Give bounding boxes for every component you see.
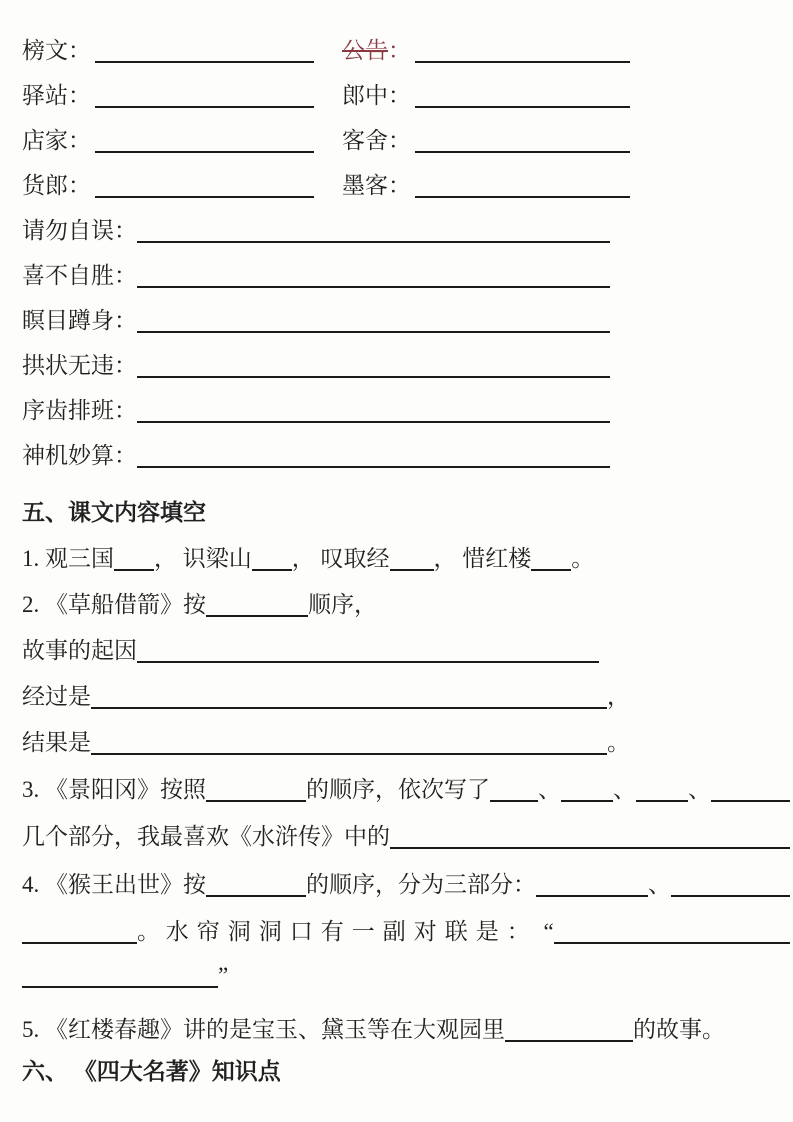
- text-segment: 几个部分，我最喜欢《水浒传》中的: [22, 823, 390, 849]
- fill-in-blank: [490, 797, 538, 802]
- idiom-row: [0, 288, 610, 333]
- vocab-row: [0, 153, 680, 198]
- fill-in-blank: [554, 939, 790, 944]
- fill-in-blank: [536, 892, 648, 897]
- fill-in-blank: [22, 983, 218, 988]
- text-segment: 的顺序，分为三部分：: [306, 871, 536, 897]
- vocab-term: 墨客: [342, 172, 388, 198]
- text-segment: 。: [571, 545, 595, 571]
- vocab-entry: [342, 129, 630, 153]
- question-line-4: [0, 849, 790, 897]
- text-segment: 、: [538, 776, 561, 802]
- fill-in-blank: [531, 566, 571, 571]
- vocab-entry: [342, 39, 630, 63]
- fill-in-blank: [95, 148, 314, 153]
- fill-in-blank: [95, 193, 314, 198]
- text-segment: 5. 《红楼春趣》讲的是宝玉、黛玉等在大观园里: [22, 1016, 505, 1042]
- vocab-entry: [22, 84, 314, 108]
- text-segment: ， 识梁山: [154, 545, 252, 571]
- vocab-term: 店家: [22, 127, 68, 153]
- vocab-row: [0, 108, 680, 153]
- text-segment: 的故事。: [633, 1016, 725, 1042]
- text-segment: ， 叹取经: [291, 545, 390, 571]
- text-segment: 、: [688, 776, 711, 802]
- vocab-entry: [22, 39, 314, 63]
- fill-in-blank: [711, 797, 790, 802]
- text-segment: 顺序，: [308, 591, 377, 617]
- idiom-term: 拱状无违：: [22, 352, 137, 378]
- fill-in-blank: [415, 103, 630, 108]
- text-segment: ，: [607, 683, 630, 709]
- text-segment: 结果是: [22, 729, 91, 755]
- fill-in-blank: [505, 1037, 633, 1042]
- vocab-term: 驿站: [22, 82, 68, 108]
- idiom-term: 请勿自误：: [22, 217, 137, 243]
- text-segment: 、: [613, 776, 636, 802]
- vocab-term: 榜文: [22, 37, 68, 63]
- text-segment: 4. 《猴王出世》按: [22, 871, 206, 897]
- vocab-entry: [342, 174, 630, 198]
- idiom-term: 序齿排班：: [22, 397, 137, 423]
- question-2-result-line: [0, 709, 790, 755]
- question-line-5: [0, 988, 790, 1042]
- fill-in-blank: [252, 566, 292, 571]
- question-4-couplet-end-line: [0, 944, 790, 988]
- text-segment: 的顺序，依次写了: [306, 776, 490, 802]
- text-segment: 3. 《景阳冈》按照: [22, 776, 206, 802]
- idiom-fill-section: [0, 198, 793, 468]
- vocab-term: 货郎: [22, 172, 68, 198]
- fill-in-blank: [415, 58, 630, 63]
- fill-in-blank: [137, 373, 610, 378]
- fill-in-blank: [415, 148, 630, 153]
- colon: ：: [68, 127, 91, 153]
- text-segment: 。: [607, 729, 630, 755]
- text-segment: 故事的起因: [22, 637, 137, 663]
- text-segment: 、: [648, 871, 671, 897]
- colon: ：: [388, 172, 411, 198]
- vocab-term: 郎中: [342, 82, 388, 108]
- vocab-entry: [22, 129, 314, 153]
- text-segment: 。: [137, 918, 166, 944]
- fill-in-blank: [137, 238, 610, 243]
- fill-in-blank: [206, 892, 306, 897]
- idiom-term: 神机妙算：: [22, 442, 137, 468]
- colon: ：: [68, 37, 91, 63]
- fill-in-blank: [95, 103, 314, 108]
- fill-in-blank: [114, 566, 154, 571]
- fill-in-blank: [137, 658, 599, 663]
- vocab-row: [0, 18, 680, 63]
- idiom-row: [0, 243, 610, 288]
- question-4-couplet-line: [0, 897, 790, 944]
- fill-in-blank: [91, 704, 607, 709]
- text-segment: 经过是: [22, 683, 91, 709]
- section-six-title: 六、 《四大名著》知识点: [22, 1058, 281, 1084]
- section-six-heading: [0, 1042, 790, 1084]
- text-segment: “: [537, 918, 554, 944]
- colon: ：: [388, 82, 411, 108]
- fill-in-blank: [636, 797, 688, 802]
- question-3-continuation-line: [0, 802, 790, 849]
- text-segment: 1. 观三国: [22, 545, 114, 571]
- section-five: [0, 480, 793, 1042]
- question-line-1: [0, 525, 790, 571]
- fill-in-blank: [137, 283, 610, 288]
- fill-in-blank: [671, 892, 790, 897]
- section-five-heading: [0, 480, 790, 525]
- fill-in-blank: [137, 463, 610, 468]
- vocabulary-fill-section: [0, 18, 793, 198]
- colon: ：: [388, 37, 411, 63]
- idiom-row: [0, 378, 610, 423]
- idiom-term: 瞑目蹲身：: [22, 307, 137, 333]
- fill-in-blank: [206, 797, 306, 802]
- fill-in-blank: [137, 328, 610, 333]
- vocab-row: [0, 63, 680, 108]
- question-2-cause-line: [0, 617, 790, 663]
- fill-in-blank: [206, 612, 308, 617]
- colon: ：: [68, 172, 91, 198]
- text-segment: ， 惜红楼: [433, 545, 532, 571]
- vocab-entry: [342, 84, 630, 108]
- fill-in-blank: [95, 58, 314, 63]
- fill-in-blank: [415, 193, 630, 198]
- section-five-title: 五、课文内容填空: [22, 499, 206, 525]
- text-segment: 2. 《草船借箭》按: [22, 591, 206, 617]
- fill-in-blank: [561, 797, 613, 802]
- idiom-row: [0, 423, 610, 468]
- vocab-entry: [22, 174, 314, 198]
- question-2-process-line: [0, 663, 790, 709]
- question-line-3: [0, 755, 790, 802]
- fill-in-blank: [137, 418, 610, 423]
- text-segment: ”: [218, 962, 229, 988]
- idiom-term: 喜不自胜：: [22, 262, 137, 288]
- idiom-row: [0, 333, 610, 378]
- fill-in-blank: [390, 844, 790, 849]
- fill-in-blank: [390, 566, 434, 571]
- text-segment: 水帘洞洞口有一副对联是：: [165, 918, 538, 944]
- colon: ：: [68, 82, 91, 108]
- colon: ：: [388, 127, 411, 153]
- question-line-2: [0, 571, 790, 617]
- fill-in-blank: [22, 939, 137, 944]
- idiom-row: [0, 198, 610, 243]
- vocab-term: 客舍: [342, 127, 388, 153]
- fill-in-blank: [91, 750, 607, 755]
- vocab-term-struck-red: 公告: [342, 37, 388, 63]
